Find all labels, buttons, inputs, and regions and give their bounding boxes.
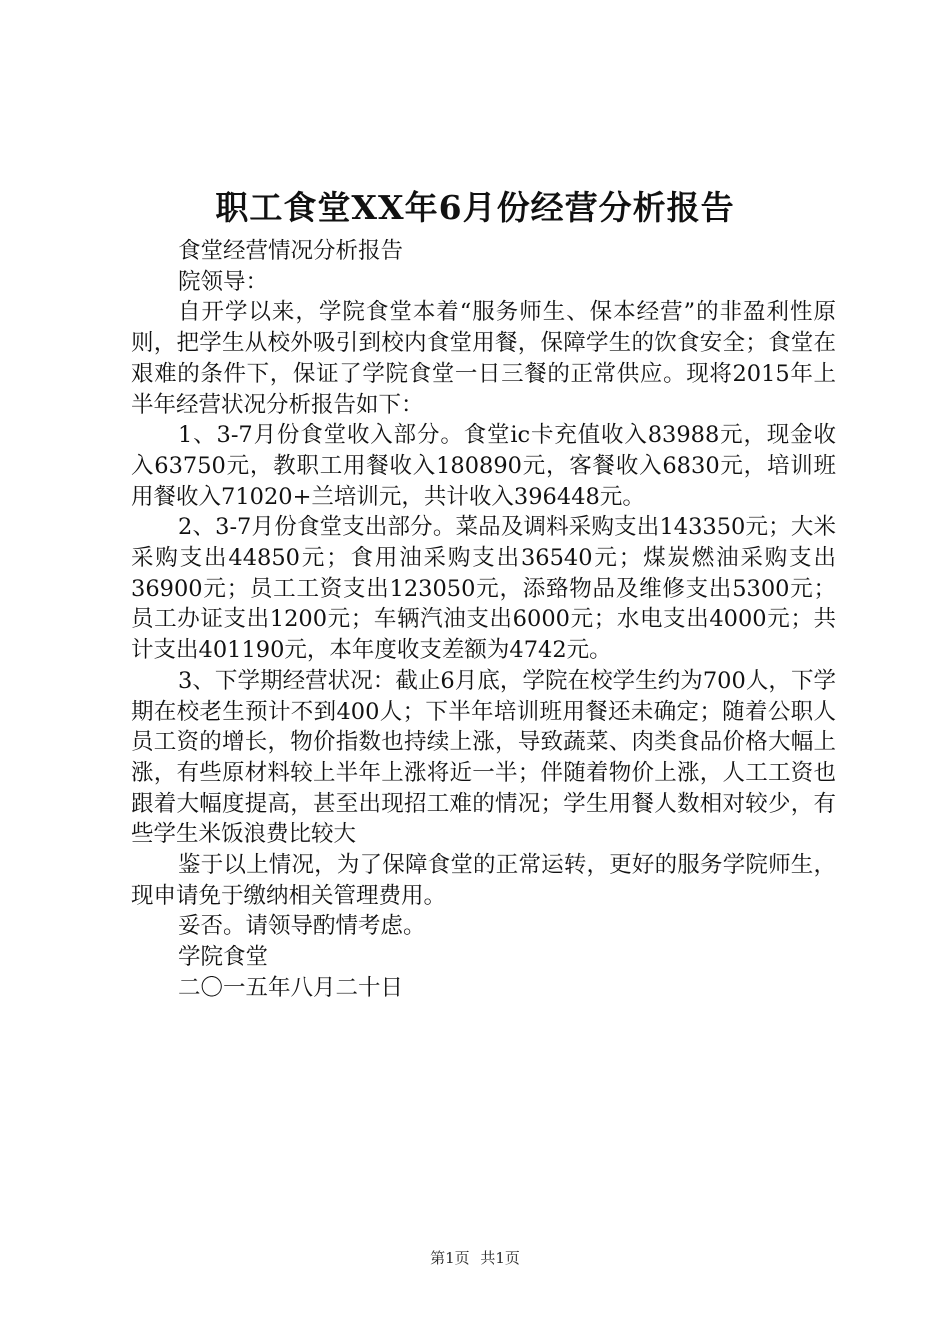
- page-footer: [0, 1247, 950, 1269]
- paragraph-expenses: 2、3-7月份食堂支出部分。菜品及调料采购支出143350元；大米采购支出44850元；食用油采购支出36540元；煤炭燃油采购支出36900元；员工工资支出123050元，添臵物品及维修支出5300元；员工办证支出1200元；车辆汽油支出6000元；水电支出4000元；共计支出401190元，本年度收支差额为4742元。: [131, 514, 836, 664]
- closing-line: 妥否。请领导酌情考虑。: [178, 913, 426, 940]
- document-title: 职工食堂XX年6月份经营分析报告: [215, 188, 735, 227]
- salutation: 院领导：: [178, 268, 269, 295]
- paragraph-income: 1、3-7月份食堂收入部分。食堂ic卡充值收入83988元，现金收入63750元，教职工用餐收入180890元，客餐收入6830元，培训班用餐收入71020+兰培训元，共计收入396448元。: [131, 422, 836, 510]
- document-subtitle: 食堂经营情况分析报告: [178, 238, 404, 264]
- document-body: [131, 236, 836, 1004]
- paragraph-outlook: 3、下学期经营状况：截止6月底，学院在校学生约为700人，下学期在校老生预计不到400人；下半年培训班用餐还未确定；随着公职人员工资的增长，物价指数也持续上涨，导致蔬菜、肉类食品价格大幅上涨，有些原材料较上半年上涨将近一半；伴随着物价上涨，人工工资也跟着大幅度提高，甚至出现招工难的情况；学生用餐人数相对较少，有些学生米饭浪费比较大: [131, 667, 836, 848]
- paragraph-request: 鉴于以上情况，为了保障食堂的正常运转，更好的服务学院师生，现申请免于缴纳相关管理费用。: [131, 852, 836, 909]
- document-date: 二〇一五年八月二十日: [178, 974, 404, 1001]
- page-number-current: 第1页: [430, 1249, 470, 1267]
- signature: 学院食堂: [178, 944, 269, 971]
- paragraph-intro: 自开学以来，学院食堂本着“服务师生、保本经营”的非盈利性原则，把学生从校外吸引到校内食堂用餐，保障学生的饮食安全；食堂在艰难的条件下，保证了学院食堂一日三餐的正常供应。现将2015年上半年经营状况分析报告如下：: [131, 299, 836, 418]
- page-number-total: 共1页: [480, 1249, 520, 1267]
